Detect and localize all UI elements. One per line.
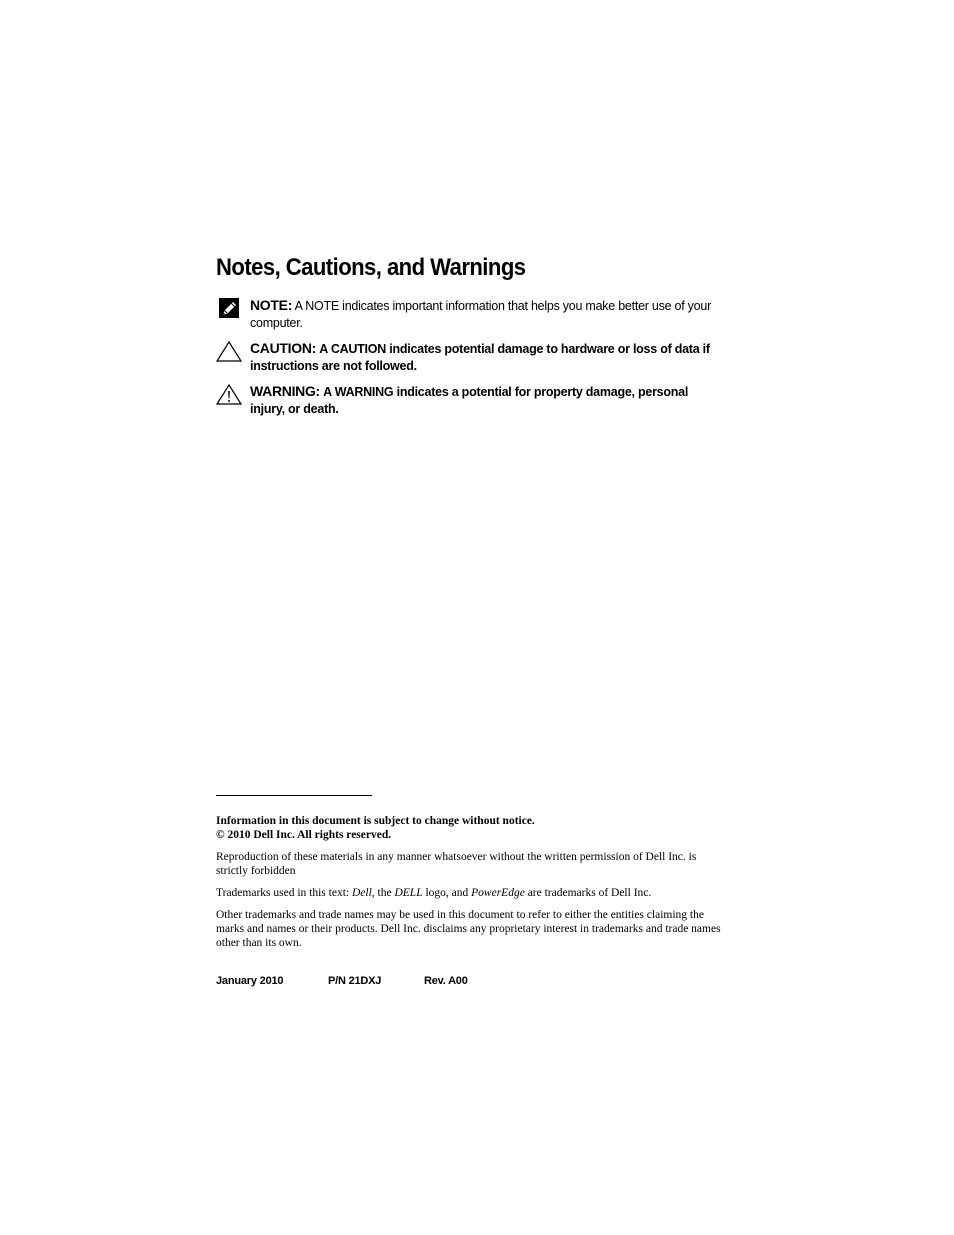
warning-triangle-icon <box>213 383 243 407</box>
caution-body: A CAUTION indicates potential damage to hardware or loss of data if instructions are not followed. <box>250 342 710 373</box>
copyright-text: © 2010 Dell Inc. All rights reserved. <box>216 829 392 841</box>
trademarks-prefix: Trademarks used in this text: <box>216 887 352 899</box>
caution-text-block <box>250 340 720 375</box>
footer-part-number: P/N 21DXJ <box>328 975 382 987</box>
other-trademarks-notice: Other trademarks and trade names may be used in this document to refer to either the entities claiming the marks and names or their products. Dell Inc. disclaims any proprietary interest in trademarks and trade names other than its own. <box>216 909 721 949</box>
note-body: A NOTE indicates important information that helps you make better use of your computer. <box>250 299 711 330</box>
trademarks-sep2: logo, and <box>422 887 472 899</box>
trademark-poweredge: PowerEdge <box>471 887 525 899</box>
trademarks-sep1: , the <box>371 887 395 899</box>
footer-date: January 2010 <box>216 975 284 987</box>
note-text-block <box>250 297 720 332</box>
caution-label: CAUTION: <box>250 340 317 356</box>
change-notice-text: Information in this document is subject to change without notice. <box>216 815 535 827</box>
footer-revision: Rev. A00 <box>424 975 468 987</box>
trademark-dell: Dell <box>351 887 372 899</box>
note-pencil-icon <box>213 297 243 321</box>
footnote-divider <box>216 795 372 796</box>
warning-label: WARNING: <box>250 383 320 399</box>
page-title: Notes, Cautions, and Warnings <box>216 254 526 281</box>
trademark-dell-logo: DELL <box>394 887 423 899</box>
reproduction-notice: Reproduction of these materials in any manner whatsoever without the written permission of Dell Inc. is strictly forbidden <box>216 851 697 877</box>
warning-body: A WARNING indicates a potential for property damage, personal injury, or death. <box>250 385 689 416</box>
trademarks-notice <box>216 886 721 900</box>
warning-text-block <box>250 383 720 418</box>
note-label: NOTE: <box>250 297 293 313</box>
trademarks-suffix: are trademarks of Dell Inc. <box>524 887 652 899</box>
change-notice <box>216 814 721 842</box>
caution-triangle-icon <box>213 340 243 364</box>
